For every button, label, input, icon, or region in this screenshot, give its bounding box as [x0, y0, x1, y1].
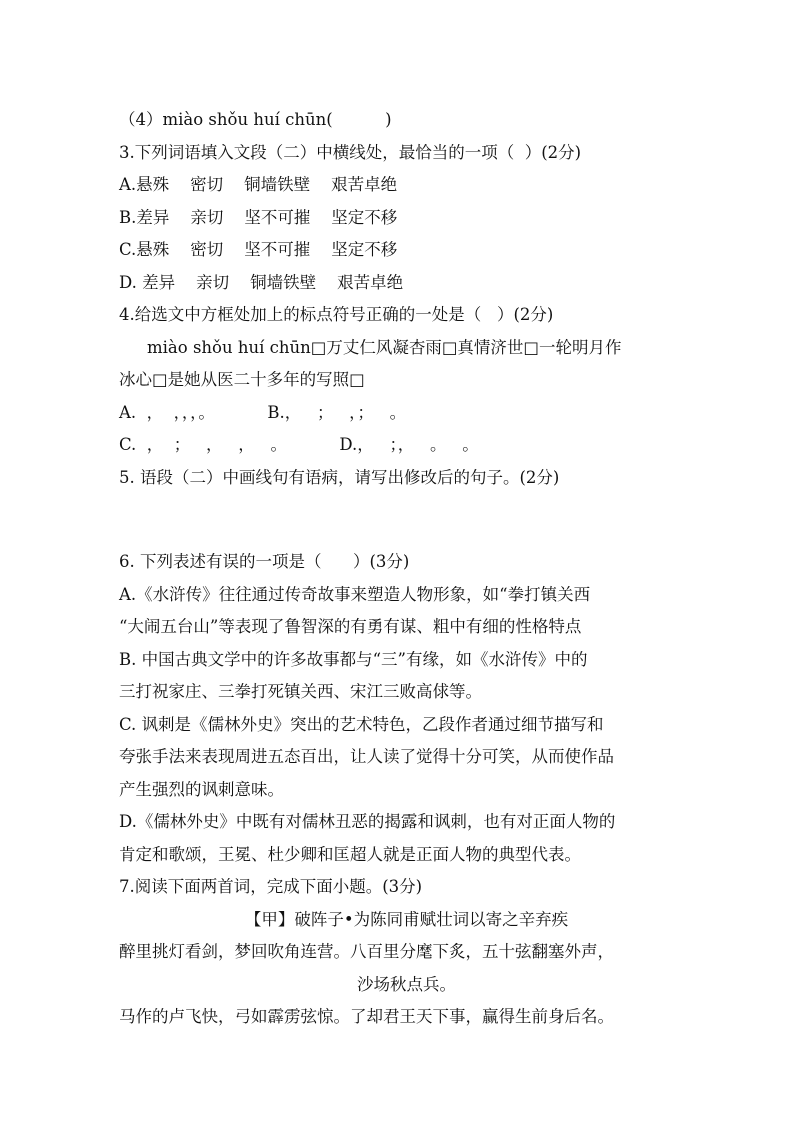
- question-5-stem: 5. 语段（二）中画线句有语病，请写出修改后的句子。(2分): [119, 467, 560, 487]
- question-3-stem: 3.下列词语填入文段（二）中横线处，最恰当的一项（ ）(2分): [119, 142, 582, 162]
- poem-title: 【甲】破阵子•为陈同甫赋壮词以寄之辛弃疾: [244, 909, 569, 929]
- question-4-options-cd: C. ， ； ， ， 。 D.， ；， 。 。: [119, 435, 479, 454]
- poem-line-1: 醉里挑灯看剑，梦回吹角连营。八百里分麾下炙，五十弦翻塞外声，: [119, 942, 614, 961]
- question-6-option-d-line-1: D.《儒林外史》中既有对儒林丑恶的揭露和讽刺，也有对正面人物的: [119, 812, 616, 831]
- question-6-option-a-line-2: “大闹五台山”等表现了鲁智深的有勇有谋、粗中有细的性格特点: [119, 617, 582, 636]
- question-2-item-4: （4）miào shǒu huí chūn( ): [119, 110, 392, 129]
- question-6-option-a-line-1: A.《水浒传》往往通过传奇故事来塑造人物形象，如“拳打镇关西: [119, 584, 591, 604]
- question-6-stem: 6. 下列表述有误的一项是（ ）(3分): [119, 552, 410, 571]
- question-6-option-c-line-3: 产生强烈的讽刺意味。: [119, 779, 284, 799]
- question-3-option-d: D. 差异 亲切 铜墙铁壁 艰苦卓绝: [119, 272, 404, 292]
- question-6-option-b-line-2: 三打祝家庄、三拳打死镇关西、宋江三败高俅等。: [119, 682, 482, 701]
- question-6-option-c-line-1: C. 讽刺是《儒林外史》突出的艺术特色，乙段作者通过细节描写和: [119, 714, 604, 734]
- question-3-option-b: B.差异 亲切 坚不可摧 坚定不移: [119, 207, 398, 227]
- poem-line-2: 沙场秋点兵。: [357, 974, 456, 994]
- question-3-option-a: A.悬殊 密切 铜墙铁壁 艰苦卓绝: [119, 175, 398, 194]
- question-4-text-line-1: miào shǒu huí chūn□万丈仁风凝杏雨□真情济世□一轮明月作: [147, 337, 622, 357]
- question-3-option-c: C.悬殊 密切 坚不可摧 坚定不移: [119, 240, 398, 259]
- question-6-option-b-line-1: B. 中国古典文学中的许多故事都与“三”有缘，如《水浒传》中的: [119, 649, 588, 669]
- question-6-option-d-line-2: 肯定和歌颂，王冕、杜少卿和匡超人就是正面人物的典型代表。: [119, 844, 581, 864]
- question-7-stem: 7.阅读下面两首词，完成下面小题。(3分): [119, 877, 423, 896]
- question-6-option-c-line-2: 夸张手法来表现周进五态百出，让人读了觉得十分可笑，从而使作品: [119, 747, 614, 766]
- question-4-options-ab: A. ， ，，，。 B.， ； ，； 。: [119, 402, 407, 422]
- answer-space: [119, 494, 694, 546]
- question-4-text-line-2: 冰心□是她从医二十多年的写照□: [119, 370, 365, 389]
- poem-line-3: 马作的卢飞快，弓如霹雳弦惊。了却君王天下事，赢得生前身后名。: [119, 1007, 614, 1026]
- question-4-stem: 4.给选文中方框处加上的标点符号正确的一处是（ ）(2分): [119, 305, 554, 324]
